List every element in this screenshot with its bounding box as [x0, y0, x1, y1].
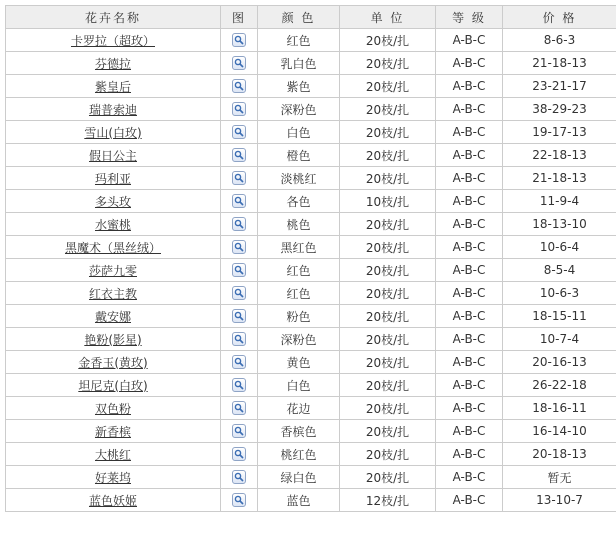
flower-name-link[interactable]: 金香玉(黄玫) [78, 355, 148, 370]
flower-name-cell [6, 443, 221, 466]
image-cell [221, 259, 258, 282]
price-cell: 11-9-4 [503, 190, 616, 213]
price-cell: 暂无 [503, 466, 616, 489]
unit-cell: 20枝/扎 [340, 167, 436, 190]
flower-price-table [5, 5, 616, 512]
flower-name-cell [6, 52, 221, 75]
table-header [6, 6, 616, 29]
magnifier-icon[interactable] [232, 401, 246, 415]
price-cell: 16-14-10 [503, 420, 616, 443]
magnifier-icon[interactable] [232, 56, 246, 70]
flower-name-cell [6, 213, 221, 236]
flower-name-link[interactable]: 戴安娜 [94, 309, 131, 324]
magnifier-icon[interactable] [232, 378, 246, 392]
magnifier-icon[interactable] [232, 194, 246, 208]
unit-cell: 20枝/扎 [340, 443, 436, 466]
table-row [6, 374, 616, 397]
flower-name-link[interactable]: 瑞普索迪 [88, 102, 137, 117]
unit-cell: 20枝/扎 [340, 328, 436, 351]
grade-cell: A-B-C [436, 52, 503, 75]
header-unit: 单 位 [340, 6, 436, 29]
magnifier-icon[interactable] [232, 240, 246, 254]
price-cell: 8-6-3 [503, 29, 616, 52]
table-row [6, 29, 616, 52]
color-cell: 粉色 [258, 305, 340, 328]
magnifier-icon[interactable] [232, 102, 246, 116]
color-cell: 红色 [258, 259, 340, 282]
grade-cell: A-B-C [436, 98, 503, 121]
unit-cell: 20枝/扎 [340, 397, 436, 420]
color-cell: 桃红色 [258, 443, 340, 466]
flower-name-link[interactable]: 大桃红 [94, 447, 131, 462]
unit-cell: 20枝/扎 [340, 305, 436, 328]
color-cell: 红色 [258, 29, 340, 52]
grade-cell: A-B-C [436, 420, 503, 443]
magnifier-icon[interactable] [232, 33, 246, 47]
color-cell: 香槟色 [258, 420, 340, 443]
grade-cell: A-B-C [436, 213, 503, 236]
color-cell: 白色 [258, 121, 340, 144]
image-cell [221, 466, 258, 489]
grade-cell: A-B-C [436, 282, 503, 305]
table-row [6, 397, 616, 420]
flower-name-cell [6, 351, 221, 374]
color-cell: 白色 [258, 374, 340, 397]
color-cell: 紫色 [258, 75, 340, 98]
color-cell: 黑红色 [258, 236, 340, 259]
price-cell: 38-29-23 [503, 98, 616, 121]
price-cell: 18-16-11 [503, 397, 616, 420]
header-row [6, 6, 616, 29]
unit-cell: 20枝/扎 [340, 351, 436, 374]
magnifier-icon[interactable] [232, 79, 246, 93]
unit-cell: 20枝/扎 [340, 29, 436, 52]
price-cell: 20-16-13 [503, 351, 616, 374]
header-image: 图 [221, 6, 258, 29]
unit-cell: 12枝/扎 [340, 489, 436, 512]
table-row [6, 282, 616, 305]
flower-name-link[interactable]: 坦尼克(白玫) [78, 378, 148, 393]
table-row [6, 236, 616, 259]
image-cell [221, 351, 258, 374]
flower-name-link[interactable]: 艳粉(影星) [84, 332, 142, 347]
unit-cell: 10枝/扎 [340, 190, 436, 213]
image-cell [221, 167, 258, 190]
flower-name-link[interactable]: 玛利亚 [94, 171, 131, 186]
flower-name-link[interactable]: 黑魔术（黑丝绒） [64, 240, 161, 255]
table-row [6, 98, 616, 121]
image-cell [221, 420, 258, 443]
table-row [6, 466, 616, 489]
color-cell: 红色 [258, 282, 340, 305]
flower-name-cell [6, 466, 221, 489]
header-flower-name: 花卉名称 [6, 6, 221, 29]
grade-cell: A-B-C [436, 374, 503, 397]
grade-cell: A-B-C [436, 397, 503, 420]
unit-cell: 20枝/扎 [340, 282, 436, 305]
price-cell: 21-18-13 [503, 52, 616, 75]
table-body [6, 29, 616, 512]
flower-name-link[interactable]: 红衣主教 [88, 286, 137, 301]
table-row [6, 144, 616, 167]
header-grade: 等 级 [436, 6, 503, 29]
flower-name-cell [6, 374, 221, 397]
table-row [6, 305, 616, 328]
unit-cell: 20枝/扎 [340, 420, 436, 443]
flower-name-link[interactable]: 莎萨九零 [88, 263, 137, 278]
table-row [6, 213, 616, 236]
price-cell: 23-21-17 [503, 75, 616, 98]
magnifier-icon[interactable] [232, 332, 246, 346]
flower-name-cell [6, 489, 221, 512]
flower-name-link[interactable]: 假日公主 [88, 148, 137, 163]
price-cell: 26-22-18 [503, 374, 616, 397]
image-cell [221, 29, 258, 52]
flower-name-link[interactable]: 多头玫 [94, 194, 131, 209]
flower-name-cell [6, 420, 221, 443]
table-row [6, 190, 616, 213]
grade-cell: A-B-C [436, 259, 503, 282]
flower-name-cell [6, 190, 221, 213]
image-cell [221, 489, 258, 512]
color-cell: 深粉色 [258, 328, 340, 351]
flower-name-link[interactable]: 水蜜桃 [94, 217, 131, 232]
price-cell: 18-15-11 [503, 305, 616, 328]
image-cell [221, 443, 258, 466]
price-cell: 13-10-7 [503, 489, 616, 512]
color-cell: 桃色 [258, 213, 340, 236]
price-cell: 10-6-4 [503, 236, 616, 259]
image-cell [221, 98, 258, 121]
price-cell: 20-18-13 [503, 443, 616, 466]
flower-name-cell [6, 167, 221, 190]
grade-cell: A-B-C [436, 328, 503, 351]
flower-name-link[interactable]: 好莱坞 [94, 470, 131, 485]
color-cell: 花边 [258, 397, 340, 420]
image-cell [221, 190, 258, 213]
magnifier-icon[interactable] [232, 148, 246, 162]
magnifier-icon[interactable] [232, 470, 246, 484]
color-cell: 各色 [258, 190, 340, 213]
flower-name-cell [6, 282, 221, 305]
image-cell [221, 52, 258, 75]
unit-cell: 20枝/扎 [340, 259, 436, 282]
unit-cell: 20枝/扎 [340, 75, 436, 98]
magnifier-icon[interactable] [232, 217, 246, 231]
flower-name-link[interactable]: 新香槟 [94, 424, 131, 439]
table-row [6, 121, 616, 144]
image-cell [221, 144, 258, 167]
color-cell: 黄色 [258, 351, 340, 374]
flower-name-cell [6, 75, 221, 98]
grade-cell: A-B-C [436, 305, 503, 328]
flower-name-cell [6, 29, 221, 52]
flower-name-cell [6, 98, 221, 121]
table-row [6, 420, 616, 443]
grade-cell: A-B-C [436, 466, 503, 489]
magnifier-icon[interactable] [232, 493, 246, 507]
unit-cell: 20枝/扎 [340, 466, 436, 489]
image-cell [221, 75, 258, 98]
table-row [6, 259, 616, 282]
flower-name-cell [6, 121, 221, 144]
flower-name-cell [6, 236, 221, 259]
price-cell: 19-17-13 [503, 121, 616, 144]
unit-cell: 20枝/扎 [340, 98, 436, 121]
image-cell [221, 236, 258, 259]
image-cell [221, 305, 258, 328]
magnifier-icon[interactable] [232, 171, 246, 185]
table-row [6, 167, 616, 190]
color-cell: 深粉色 [258, 98, 340, 121]
table-row [6, 52, 616, 75]
color-cell: 橙色 [258, 144, 340, 167]
unit-cell: 20枝/扎 [340, 374, 436, 397]
table-row [6, 489, 616, 512]
grade-cell: A-B-C [436, 190, 503, 213]
magnifier-icon[interactable] [232, 447, 246, 461]
table-row [6, 351, 616, 374]
flower-name-link[interactable]: 紫皇后 [94, 79, 131, 94]
price-cell: 8-5-4 [503, 259, 616, 282]
color-cell: 淡桃红 [258, 167, 340, 190]
grade-cell: A-B-C [436, 144, 503, 167]
flower-name-cell [6, 144, 221, 167]
magnifier-icon[interactable] [232, 125, 246, 139]
magnifier-icon[interactable] [232, 263, 246, 277]
table-row [6, 75, 616, 98]
image-cell [221, 328, 258, 351]
header-color: 颜 色 [258, 6, 340, 29]
grade-cell: A-B-C [436, 351, 503, 374]
flower-name-link[interactable]: 卡罗拉（超玫） [70, 33, 155, 48]
flower-name-link[interactable]: 芬德拉 [94, 56, 131, 71]
image-cell [221, 282, 258, 305]
image-cell [221, 121, 258, 144]
grade-cell: A-B-C [436, 121, 503, 144]
image-cell [221, 213, 258, 236]
price-cell: 10-6-3 [503, 282, 616, 305]
flower-name-link[interactable]: 蓝色妖姬 [88, 493, 137, 508]
flower-name-link[interactable]: 双色粉 [94, 401, 131, 416]
table-row [6, 443, 616, 466]
unit-cell: 20枝/扎 [340, 121, 436, 144]
flower-name-cell [6, 305, 221, 328]
price-cell: 10-7-4 [503, 328, 616, 351]
grade-cell: A-B-C [436, 75, 503, 98]
color-cell: 绿白色 [258, 466, 340, 489]
flower-name-cell [6, 397, 221, 420]
header-price: 价 格 [503, 6, 616, 29]
price-cell: 21-18-13 [503, 167, 616, 190]
flower-name-cell [6, 328, 221, 351]
color-cell: 乳白色 [258, 52, 340, 75]
grade-cell: A-B-C [436, 167, 503, 190]
magnifier-icon[interactable] [232, 424, 246, 438]
image-cell [221, 397, 258, 420]
unit-cell: 20枝/扎 [340, 213, 436, 236]
magnifier-icon[interactable] [232, 355, 246, 369]
magnifier-icon[interactable] [232, 309, 246, 323]
flower-name-link[interactable]: 雪山(白玫) [84, 125, 142, 140]
flower-name-cell [6, 259, 221, 282]
table-row [6, 328, 616, 351]
unit-cell: 20枝/扎 [340, 144, 436, 167]
color-cell: 蓝色 [258, 489, 340, 512]
price-cell: 18-13-10 [503, 213, 616, 236]
magnifier-icon[interactable] [232, 286, 246, 300]
price-cell: 22-18-13 [503, 144, 616, 167]
grade-cell: A-B-C [436, 489, 503, 512]
grade-cell: A-B-C [436, 236, 503, 259]
image-cell [221, 374, 258, 397]
grade-cell: A-B-C [436, 443, 503, 466]
grade-cell: A-B-C [436, 29, 503, 52]
unit-cell: 20枝/扎 [340, 52, 436, 75]
unit-cell: 20枝/扎 [340, 236, 436, 259]
